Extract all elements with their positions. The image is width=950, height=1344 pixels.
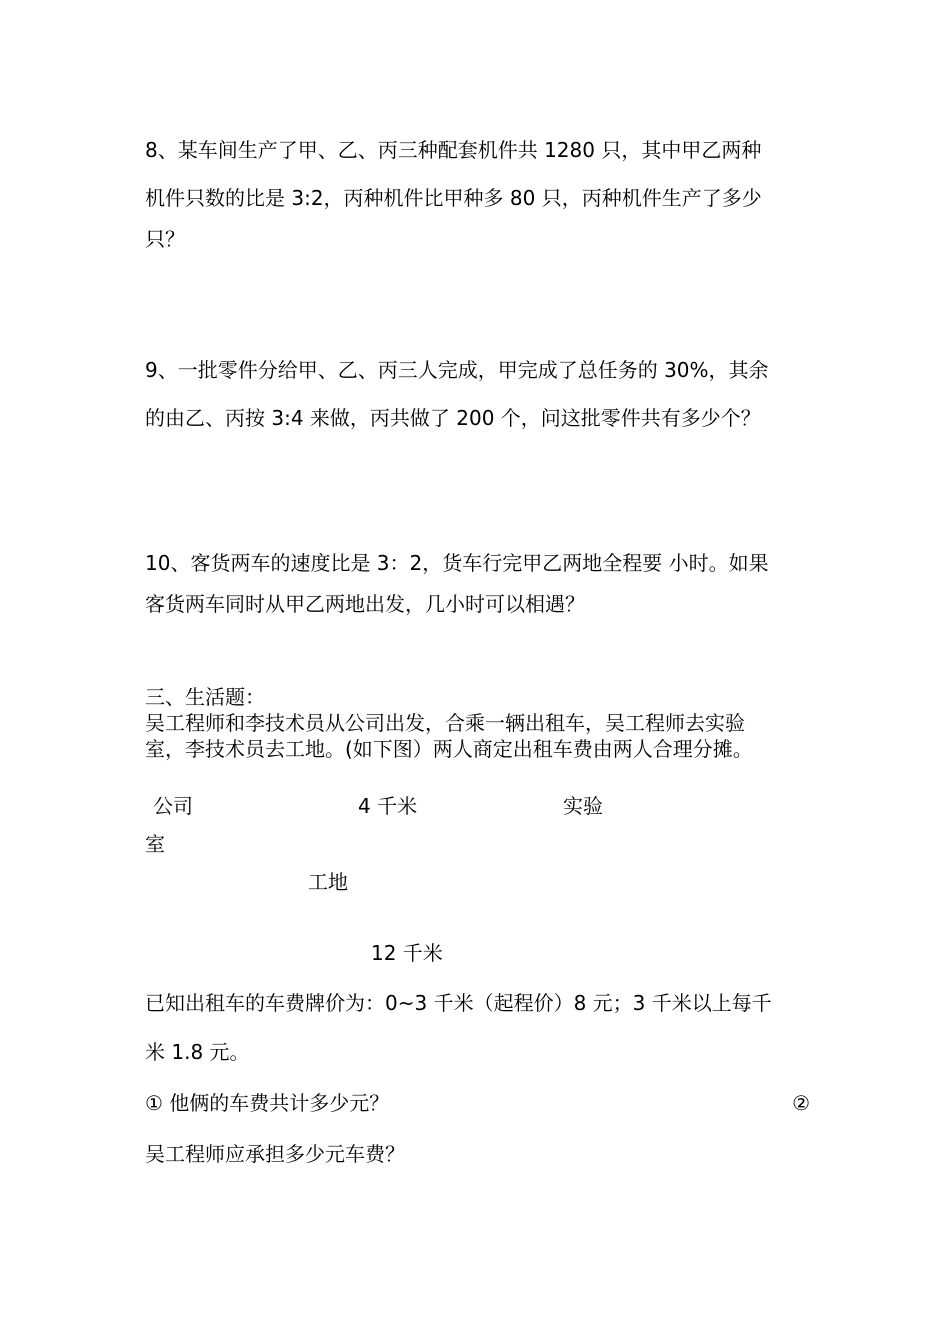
fare-line-2: 米 1.8 元。 (145, 1040, 250, 1064)
problem-8-line-3: 只？ (145, 227, 185, 251)
label-lab-part-1: 实验 (563, 794, 603, 818)
problem-10-line-1: 10、客货两车的速度比是 3：2，货车行完甲乙两地全程要 小时。如果 (145, 551, 769, 575)
label-distance-12km: 12 千米 (371, 941, 443, 965)
problem-9-line-1: 9、一批零件分给甲、乙、丙三人完成，甲完成了总任务的 30%，其余 (145, 358, 769, 382)
problem-8-line-1: 8、某车间生产了甲、乙、丙三种配套机件共 1280 只，其中甲乙两种 (145, 138, 762, 162)
label-lab-part-2: 室 (145, 832, 165, 856)
problem-10-line-2: 客货两车同时从甲乙两地出发，几小时可以相遇？ (145, 592, 585, 616)
fare-line-1: 已知出租车的车费牌价为：0~3 千米（起程价）8 元；3 千米以上每千 (145, 991, 772, 1015)
problem-8-line-2: 机件只数的比是 3:2，丙种机件比甲种多 80 只，丙种机件生产了多少 (145, 186, 762, 210)
label-site: 工地 (308, 870, 348, 894)
section-3-heading: 三、生活题： (145, 685, 265, 709)
sub-question-1: ① 他俩的车费共计多少元？ (145, 1091, 390, 1115)
sub-question-2-text: 吴工程师应承担多少元车费？ (145, 1142, 405, 1166)
sub-question-2-marker: ② (792, 1091, 810, 1115)
section-3-line-1: 吴工程师和李技术员从公司出发，合乘一辆出租车，吴工程师去实验 (145, 711, 745, 735)
label-company: 公司 (153, 794, 193, 818)
section-3-line-2: 室，李技术员去工地。(如下图）两人商定出租车费由两人合理分摊。 (145, 737, 753, 761)
problem-9-line-2: 的由乙、丙按 3:4 来做，丙共做了 200 个，问这批零件共有多少个？ (145, 406, 761, 430)
label-distance-4km: 4 千米 (358, 794, 418, 818)
sub-question-row (145, 1090, 810, 1116)
